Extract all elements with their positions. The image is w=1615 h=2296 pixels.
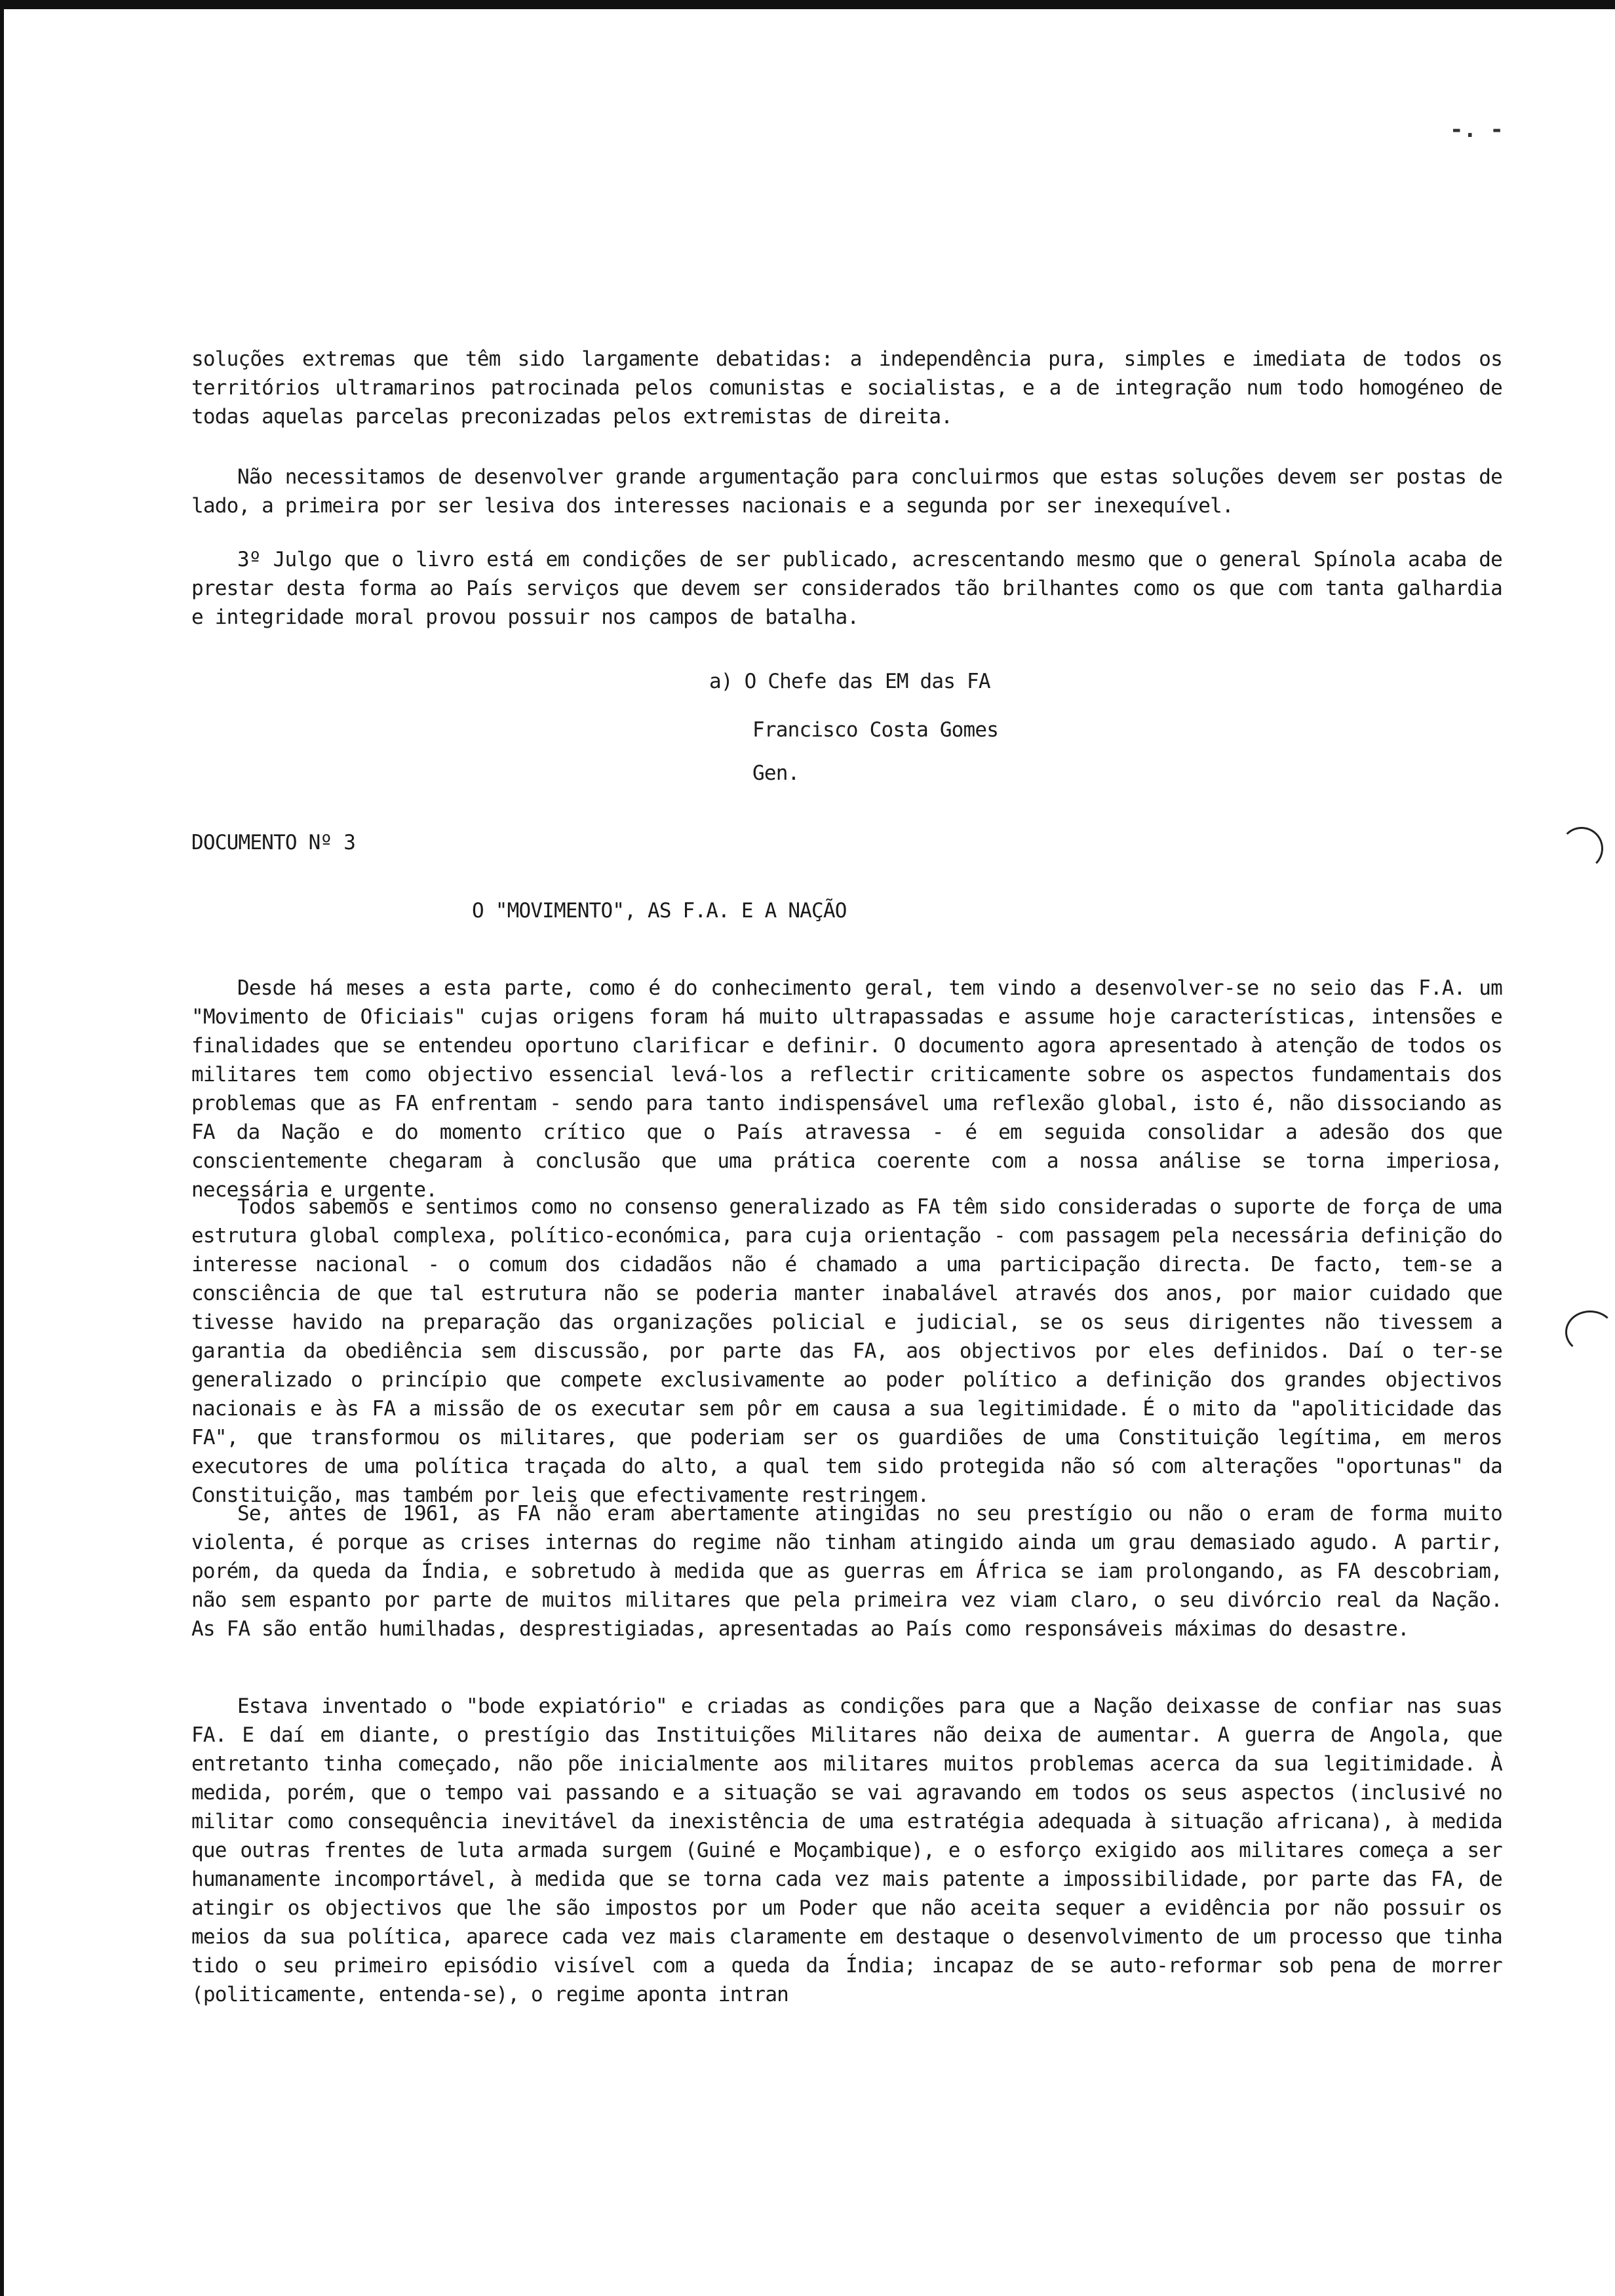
page-edge-left [0, 0, 4, 2296]
paragraph-scapegoat: Estava inventado o "bode expiatório" e criadas as condições para que a Nação deixasse de confiar nas suas FA. E daí em diante, o prestígio das Instituições Militares não deixa de aumentar. A guerra de Angola, que entretanto tinha começado, não põe inicialmente aos militares muitos problemas acerca da sua legitimidade. À medida, porém, que o tempo vai passando e a situação se vai agravando em todos os seus aspectos (inclusivé no militar como consequência inevitável da inexistência de uma estratégia adequada à situação africana), à medida que outras frentes de luta armada surgem (Guiné e Moçambique), e o esforço exigido aos militares começa a ser humanamente incomportável, à medida que se torna cada vez mais patente a impossibilidade, por parte das FA, de atingir os objectivos que lhe são impostos por um Poder que não aceita sequer a evidência por não possuir os meios da sua política, aparece cada vez mais claramente em destaque o desenvolvimento de um processo que tinha tido o seu primeiro episódio visível com a queda da Índia; incapaz de se auto-reformar sob pena de morrer (politicamente, entenda-se), o regime aponta intran [191, 1694, 1502, 2006]
paragraph-intro: Desde há meses a esta parte, como é do conhecimento geral, tem vindo a desenvolver-se no seio das F.A. um "Movimento de Oficiais" cujas origens foram há muito ultrapassadas e assume hoje características, intensões e finalidades que se entendeu oportuno clarificar e definir. O documento agora apresentado à atenção de todos os militares tem como objectivo essencial levá-los a reflectir criticamente sobre os aspectos fundamentais dos problemas que as FA enfrentam - sendo para tanto indispensável uma reflexão global, isto é, não dissociando as FA da Nação e do momento crítico que o País atravessa - é em seguida consolidar a adesão dos que conscientemente chegaram à conclusão que uma prática coerente com a nossa análise se torna imperiosa, necessária e urgente. [191, 976, 1502, 1202]
document-label: DOCUMENTO Nº 3 [191, 831, 356, 854]
page-mark: -. - [1450, 117, 1504, 143]
signature-rank: Gen. [752, 761, 800, 785]
scan-mark-right-upper [1560, 827, 1603, 870]
document-title: O "MOVIMENTO", AS F.A. E A NAÇÃO [472, 899, 847, 923]
scan-mark-right-lower [1565, 1311, 1615, 1354]
page-edge-top [0, 0, 1615, 9]
paragraph-1961: Se, antes de 1961, as FA não eram abertamente atingidas no seu prestígio ou não o eram de forma muito violenta, é porque as crises internas do regime não tinham atingido ainda um grau demasiado agudo. A partir, porém, da queda da Índia, e sobretudo à medida que as guerras em África se iam prolongando, as FA descobriam, não sem espanto por parte de muitos militares que pela primeira vez viam claro, o seu divórcio real da Nação. As FA são então humilhadas, desprestigiadas, apresentadas ao País como responsáveis máximas do desastre. [191, 1502, 1502, 1641]
paragraph-solutions: soluções extremas que têm sido largamente debatidas: a independência pura, simples e imediata de todos os territórios ultramarinos patrocinada pelos comunistas e socialistas, e a de integração num todo homogéneo de todas aquelas parcelas preconizadas pelos extremistas de direita. [191, 347, 1502, 429]
paragraph-argument: Não necessitamos de desenvolver grande argumentação para concluirmos que estas soluções devem ser postas de lado, a primeira por ser lesiva dos interesses nacionais e a segunda por ser inexequível. [191, 465, 1502, 518]
signature-name: Francisco Costa Gomes [752, 718, 999, 742]
paragraph-consensus: Todos sabemos e sentimos como no consenso generalizado as FA têm sido consideradas o suporte de força de uma estrutura global complexa, político-económica, para cuja orientação - com passagem pela necessária definição do interesse nacional - o comum dos cidadãos não é chamado a uma participação directa. De facto, tem-se a consciência de que tal estrutura não se poderia manter inabalável através dos anos, por maior cuidado que tivesse havido na preparação das organizações policial e judicial, se os seus dirigentes não tivessem a garantia da obediência sem discussão, por parte das FA, aos objectivos por eles definidos. Daí o ter-se generalizado o princípio que compete exclusivamente ao poder político a definição dos grandes objectivos nacionais e às FA a missão de os executar sem pôr em causa a sua legitimidade. É o mito da "apoliticidade das FA", que transformou os militares, que poderiam ser os guardiões de uma Constituição legítima, em meros executores de uma política traçada do alto, a qual tem sido protegida não só com alterações "oportunas" da Constituição, mas também por leis que efectivamente restringem. [191, 1195, 1502, 1507]
signature-chief: a) O Chefe das EM das FA [709, 670, 990, 693]
paragraph-conclusion: 3º Julgo que o livro está em condições de ser publicado, acrescentando mesmo que o general Spínola acaba de prestar desta forma ao País serviços que devem ser considerados tão brilhantes como os que com tanta galhardia e integridade moral provou possuir nos campos de batalha. [191, 548, 1502, 629]
